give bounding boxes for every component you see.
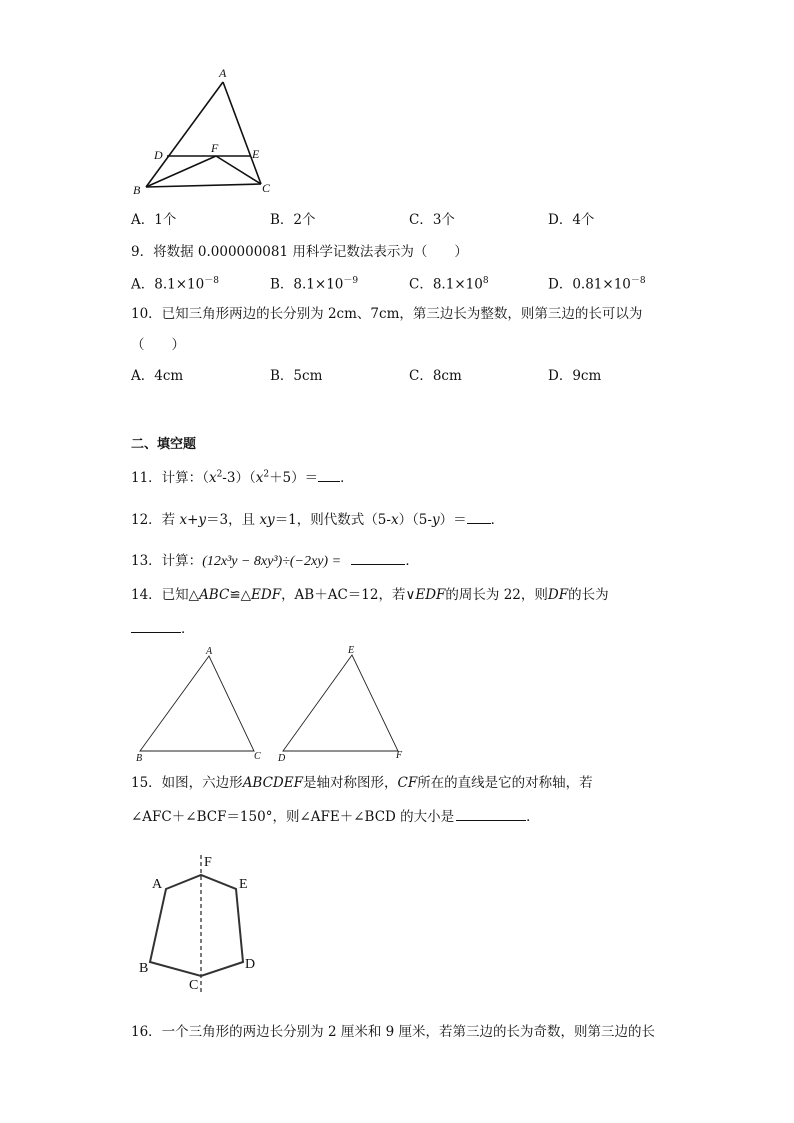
q9-option-c: C．$8.1\times 10^8$ [409, 276, 489, 293]
hex-label-a: A [152, 877, 163, 892]
q10-option-c: C．8cm [409, 368, 462, 384]
hex-label-e: E [239, 877, 248, 892]
hex-label-b: B [139, 961, 149, 976]
q12-answer-blank[interactable] [467, 511, 491, 524]
tri1-label-c: C [254, 751, 261, 762]
q14-answer-line: ． [131, 620, 195, 637]
q10-question-line2: （ ） [131, 337, 185, 353]
figure-triangle-abc-de [130, 66, 280, 201]
hex-label-c: C [189, 978, 199, 993]
q10-question-line1: 10．已知三角形两边的长分别为 2cm、7cm，第三边长为整数，则第三边的长可以为 [131, 306, 643, 322]
q9-question: 9．将数据 0.000000081 用科学记数法表示为（ ） [131, 244, 468, 260]
figure-two-triangles [130, 645, 410, 768]
section-heading-fill-in: 二、填空题 [131, 437, 197, 452]
q14-answer-blank[interactable] [131, 620, 181, 633]
figure-label-e: E [252, 147, 260, 161]
q15-answer-blank[interactable] [456, 808, 526, 821]
q15-question-line2: ∠AFC＋∠BCF＝150°，则∠AFE＋∠BCD 的大小是 ． [131, 809, 540, 825]
figure-label-f: F [211, 141, 219, 155]
q13-question: 13．计算：(12x³y − 8xy³)÷(−2xy) = ． [131, 553, 419, 569]
q9-option-a: A．$8.1\times 10^{-8}$ [131, 276, 219, 293]
q11-answer-blank[interactable] [318, 469, 340, 482]
hex-label-d: D [245, 957, 256, 972]
q9-option-b: B．$8.1\times 10^{-9}$ [270, 276, 359, 293]
figure-label-a: A [219, 66, 227, 80]
q11-question: 11．计算：$(x^2-3)(x^2+5)=$ ． [131, 469, 354, 486]
hex-label-f: F [204, 855, 212, 870]
tri2-label-e: E [348, 645, 355, 656]
q8-option-b: B．2个 [270, 212, 316, 228]
tri2-label-d: D [278, 753, 286, 764]
q16-question: 16．一个三角形的两边长分别为 2 厘米和 9 厘米，若第三边的长为奇数，则第三边的长 [131, 1024, 656, 1040]
q12-question: 12．若 x+y＝3，且 xy＝1，则代数式（5-x）（5-y）＝ ． [131, 512, 505, 528]
figure-label-b: B [133, 183, 141, 197]
q10-option-d: D．9cm [548, 368, 602, 384]
figure-label-d: D [154, 148, 163, 162]
q14-question: 14．已知△ABC≌△EDF，AB＋AC＝12，若∨EDF的周长为 22，则DF的长为 [131, 587, 609, 603]
q8-option-c: C．3个 [409, 212, 455, 228]
q8-option-a: A．1个 [131, 212, 177, 228]
tri1-label-b: B [136, 753, 143, 764]
q15-question-line1: 15．如图，六边形ABCDEF是轴对称图形，CF所在的直线是它的对称轴，若 [131, 775, 593, 791]
q9-option-d: D．$0.81\times 10^{-8}$ [548, 276, 646, 293]
q10-option-b: B．5cm [270, 368, 323, 384]
q8-option-d: D．4个 [548, 212, 595, 228]
q10-option-a: A．4cm [131, 368, 184, 384]
figure-label-c: C [262, 181, 271, 195]
tri1-label-a: A [206, 646, 213, 657]
figure-hexagon [130, 850, 270, 1000]
tri2-label-f: F [396, 750, 403, 761]
q13-answer-blank[interactable] [351, 552, 405, 565]
